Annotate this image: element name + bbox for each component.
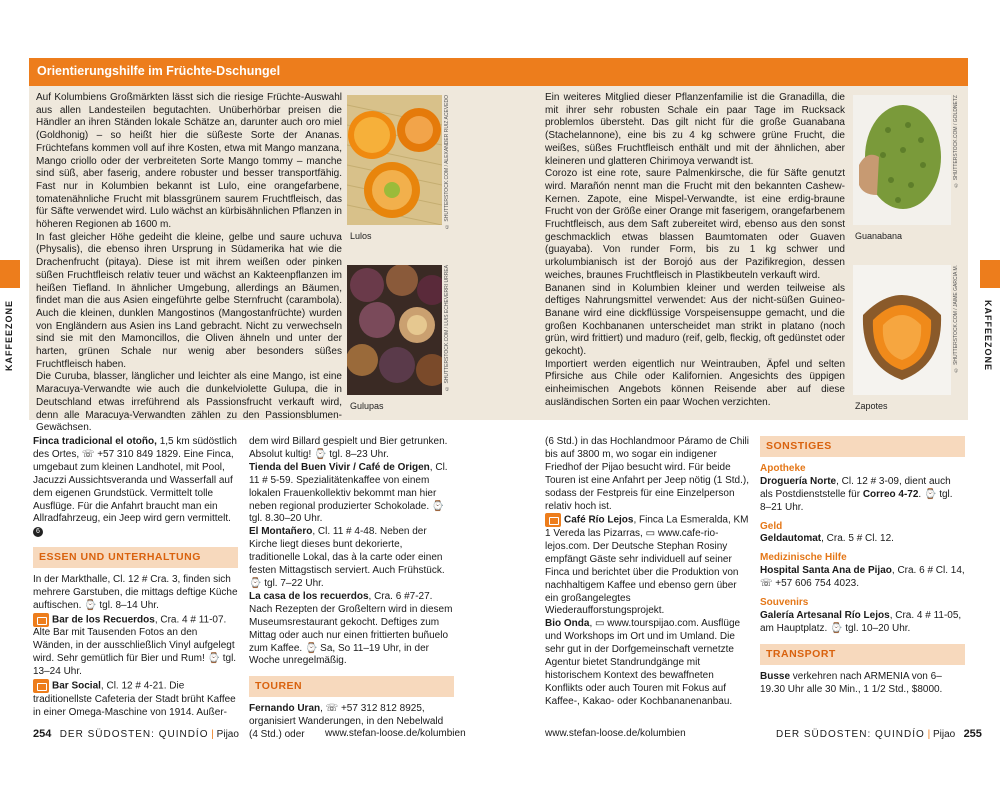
footer-right-url[interactable]: www.stefan-loose.de/kolumbien: [545, 728, 686, 739]
box-paragraph: Corozo ist eine rote, saure Palmenkirsche, die für Säfte genutzt wird. Marañón nennt man die Frucht mit den bekannten Cashew-Kernen. Zapote, eine Mispel-Verwandte, ist eine erdig-braune Frucht von der Größe einer Orange mit faserigem, orangefarbenem Fruchtfleisch, aus dem Saft zubereitet wird, ebenso aus den sonst geschmacklich etwas blassen Baumtomaten oder Guaven (guayaba). Von runder Form, bis zu 1 kg schwer und urkolumbianisch ist der Borojó aus der Pazifikregion, dessen weiches, braunes Fruchtfleisch in Plastikbeuteln verkauft wird.: [545, 168, 845, 281]
subheading-souvenirs: Souvenirs: [760, 597, 809, 609]
box-column-2: [545, 92, 845, 410]
footer-place: Pijao: [216, 729, 239, 740]
photo-caption: Lulos: [350, 231, 372, 241]
photo-credit: © SHUTTERSTOCK.COM / GOLDNETZ: [953, 95, 959, 188]
listing-name: Café Río Lejos: [564, 515, 634, 527]
subheading-hilfe: Medizinische Hilfe: [760, 552, 847, 564]
listing-text: , ▭ www.tourspijao.com. Ausflüge und Workshops im Ort und im Umland. Die sehr gut in der Dorfgemeinschaft vernetzte Agentur bietet Standrundgänge mit historischem Kontext des bewaffneten Konflikts oder auch Touren mit Fokus auf Kaffee-, Kakao- oder Kochbananenanbau.: [545, 618, 741, 707]
listing-name: Hospital Santa Ana de Pijao: [760, 565, 892, 577]
footer-section: DER SÜDOSTEN: QUINDÍO: [776, 729, 925, 740]
side-tab-right: [980, 260, 1000, 288]
listing-text: In der Markthalle, Cl. 12 # Cra. 3, finden sich mehrere Garstuben, die mittags deftige Küche auftischen. ⌚ tgl. 8–14 Uhr.: [33, 574, 238, 611]
lower-column-4: [760, 428, 965, 697]
listing-name: El Montañero: [249, 526, 313, 538]
photo-lulos: [347, 95, 442, 225]
section-heading-sonstiges: SONSTIGES: [760, 436, 965, 457]
footer-separator: |: [211, 729, 214, 740]
footer-left: [33, 728, 239, 740]
listing-text: , Cra. 5 # Cl. 12.: [821, 533, 894, 545]
listing-name: Geldautomat: [760, 533, 822, 545]
footer-section: DER SÜDOSTEN: QUINDÍO: [59, 729, 209, 740]
section-heading-transport: TRANSPORT: [760, 644, 965, 665]
photo-guanabana: [853, 95, 951, 225]
box-paragraph: Ein weiteres Mitglied dieser Pflanzenfamilie ist die Granadilla, die mit ihrer sehr robusten Schale ein paar Tage im Rucksack problemlos übersteht. Das gilt nicht für die große Guanabana (Stachelannone), eine bis zu 4 kg schwere grüne Frucht, die weißes, süßes Fruchtfleisch enthält und mit der ähnlichen, aber kleineren und glatteren Chirimoya verwandt ist.: [545, 92, 845, 167]
listing-name: La casa de los recuerdos: [249, 590, 369, 602]
listing-name: Bar de los Recuerdos: [52, 614, 155, 626]
bar-icon: [33, 613, 49, 627]
box-paragraph: Auf Kolumbiens Großmärkten lässt sich die riesige Früchte-Auswahl aus allen Landesteilen begutachten. Unüberhörbar preisen die Händler an ihren Ständen lokale Schätze an, darunter auch oro miel (Goldhonig) – so heißt hier die süßeste Sorte der Ananas. Früchtefans kommen voll auf ihre Kosten, etwa mit Mango manzana, Mango criollo oder der verbreiteten Sorte Mango tommy – manche sind süß, aber faserig, andere robuster und besser transportfähig. Fast nur in Kolumbien bekannt ist Lulo, eine orangefarbene, tomatenähnliche Frucht mit blassgrünem saurem Fruchtfleisch, das für Säfte verwendet wird. Lulo wächst an kürbisähnlichen Pflanzen in höheren Regionen ab 1600 m.: [36, 92, 342, 231]
listing-name: Tienda del Buen Vivir / Café de Origen: [249, 461, 430, 473]
lower-column-1: [33, 436, 238, 719]
lower-column-2: [249, 436, 454, 742]
box-paragraph: In fast gleicher Höhe gedeiht die kleine, gelbe und saure uchuva (Physalis), die ebenso ihren Ursprung in Südamerika hat wie die Drachenfrucht (pitaya). Diese ist mit ihrem weißen oder pinken süßen Fruchtfleisch relativ teuer und wächst an Kakteenpflanzen im heißen Tiefland. In ähnlicher Umgebung, allerdings an Bäumen, findet man die aus Asien eingeführte gelbe Sternfrucht (carambola). Auch die kleinen, dunklen Mangostinos (Mangostanfrüchte) wurden von Engländern aus Asien ins Land gebracht. Nicht zu verwechseln sind sie mit den Mamoncillos, die Oliven ähneln und unter der harten, grünen Schale nur wenig aber besonders süßes Fruchtfleisch haben.: [36, 231, 342, 370]
listing-name: Droguería Norte: [760, 475, 837, 487]
footer-right: [776, 728, 982, 740]
box-paragraph: Importiert werden eigentlich nur Weintrauben, Äpfel und selten Pfirsiche aus Chile oder Kalifornien. Angesichts des üppigen einheimischen Angebots können Reisende aber auf diese ausländischen Sorten ein paar Wochen verzichten.: [545, 358, 845, 408]
listing-name: Finca tradicional el otoño,: [33, 436, 157, 447]
listing-text: , Cra. 6 #7-27. Nach Rezepten der Großeltern wird in diesem Museumsrestaurant gekocht. Deftiges zum Mittag oder auch nur einen frittierten buñuelo zum Kaffee. ⌚ Sa, So 11–19 Uhr, in der Woche unregelmäßig.: [249, 590, 453, 667]
page-number: 255: [963, 728, 982, 740]
listing-text: , Finca La Esmeralda, KM 1 Vereda las Pizarras, ▭ www.cafe-rio-lejos.com. Der Deutsche Stephan Rosiny empfängt Gäste sehr individuell auf seiner Finca und berichtet über die Produktion von nachhaltigem Kaffee und ebenso gern über ein großangelegtes Wiederaufforstungsprojekt.: [545, 515, 749, 617]
photo-caption: Zapotes: [855, 401, 888, 411]
photo-credit: © SHUTTERSTOCK.COM / JAIME GARCIA M.: [953, 265, 959, 373]
section-heading-essen: ESSEN UND UNTERHALTUNG: [33, 547, 238, 568]
bar-icon: [33, 679, 49, 693]
cafe-icon: [545, 513, 561, 527]
side-label-left: KAFFEEZONE: [4, 300, 14, 372]
subheading-geld: Geld: [760, 520, 783, 532]
listing-text: 1,5 km südöstlich des Ortes, ☏ +57 310 849 1829. Eine Finca, umgebaut zum kleinen Landhotel, mit Pool, Jacuzzi Aussichtsveranda und Wasserfall auf dem eigenen Grundstück. Vermittelt tolle Ausflüge. Für die Anfahrt braucht man ein Allradfahrzeug, ein Jeep wird gern vermittelt.: [33, 436, 237, 525]
side-tab-left: [0, 260, 20, 288]
map-number-badge: 6: [33, 527, 43, 537]
photo-caption: Guanabana: [855, 231, 903, 241]
box-paragraph: Die Curuba, blasser, länglicher und leichter als eine Mango, ist eine Maracuya-Verwandte wie auch die dunkelviolette Gulupa, die in Deutschland etwas irreführend als Passionsfrucht verkauft wird, denn alle Maracuya-Verwandten zählen zu den Passionsblumen-Gewächsen.: [36, 371, 342, 434]
lower-column-3: [545, 436, 750, 709]
listing-name: Fernando Uran: [249, 703, 321, 715]
listing-name: Bar Social: [52, 680, 101, 692]
photo-gulupas: [347, 265, 442, 395]
listing-text: , Cl. 11 # 4-48. Neben der Kirche liegt dieses bunt dekorierte, traditionelle Lokal, das à la carte oder einen festen Mittagstisch serviert. Auch Frühstück. ⌚ tgl. 7–22 Uhr.: [249, 526, 445, 589]
photo-credit: © SHUTTERSTOCK.COM / LUIS ECHEVERRI URREA: [444, 265, 450, 391]
listing-text: , Cl. 11 # 5-59. Spezialitätenkaffee von einem lokalen Frauenkollektiv bekommt man hier neben regional produzierter Schokolade. ⌚ tgl. 8.30–20 Uhr.: [249, 461, 448, 525]
footer-place: Pijao: [932, 729, 956, 740]
footer-separator: |: [927, 729, 931, 740]
info-box-title: Orientierungshilfe im Früchte-Dschungel: [29, 58, 968, 86]
listing-text: dem wird Billard gespielt und Bier getrunken. Absolut kultig! ⌚ tgl. 8–23 Uhr.: [249, 436, 448, 460]
box-paragraph: Bananen sind in Kolumbien kleiner und werden teilweise als deftiges Nahrungsmittel verwendet: Aus der nicht-süßen Guineo-Banane wird eine dickflüssige Vorspeisensuppe gemacht, und die großen Kochbananen unterscheidet man strikt in platano (noch grün, wird frittiert) und maduro (reif, gelb, fleckig, oft gedünstet oder gekocht).: [545, 282, 845, 358]
listing-text: (6 Std.) in das Hochlandmoor Páramo de Chili bis auf 3800 m, wo sogar ein indigener Friedhof der Pijao besucht wird. Für beide Touren ist eine Anfahrt per Jeep nötig (1 Std.), sodass der Festpreis für eine Einzelperson relativ hoch ist.: [545, 436, 750, 512]
listing-text: . ⌚ tgl. 8–21 Uhr.: [760, 488, 953, 513]
listing-text: , Cra. 4 # 11-07. Alte Bar mit Tausenden Fotos an den Wänden, in der ausschließlich Vinyl aufgelegt wird. Sehr gemütlich für Bier und Rum! ⌚ tgl. 13–24 Uhr.: [33, 614, 237, 678]
page-number: 254: [33, 728, 52, 740]
listing-text: , Cra. 6 # Cl. 14, ☏ +57 606 754 4023.: [760, 565, 965, 590]
listing-text: , ☏ +57 312 812 8925, organisiert Wanderungen, in den Nebelwald (4 Std.) oder: [249, 703, 444, 741]
listing-name: Galería Artesanal Río Lejos: [760, 609, 890, 621]
listing-name: Busse: [760, 670, 791, 682]
photo-credit: © SHUTTERSTOCK.COM / ALEXANDER RUIZ ACEVEDO: [444, 95, 450, 229]
section-heading-touren: TOUREN: [249, 676, 454, 697]
box-column-1: [36, 92, 342, 435]
listing-text: , Cl. 12 # 4-21. Die traditionellste Cafeteria der Stadt brüht Kaffee in einer Omega-Maschine von 1914. Außer-: [33, 680, 236, 718]
footer-left-url[interactable]: www.stefan-loose.de/kolumbien: [325, 728, 466, 739]
listing-text: , Cl. 12 # 3-09, dient auch als Postdienststelle für: [760, 475, 951, 500]
subheading-apotheke: Apotheke: [760, 462, 806, 474]
listing-text: , Cra. 4 # 11-05, am Hauptplatz. ⌚ tgl. 10–20 Uhr.: [760, 609, 962, 634]
listing-text: verkehren nach ARMENIA von 6–19.30 Uhr alle 30 Min., 1 1/2 Std., $8000.: [760, 670, 943, 695]
side-label-right: KAFFEEZONE: [983, 300, 993, 372]
photo-zapotes: [853, 265, 951, 395]
listing-name: Correo 4-72: [862, 488, 919, 500]
listing-name: Bio Onda: [545, 618, 590, 630]
photo-caption: Gulupas: [350, 401, 384, 411]
